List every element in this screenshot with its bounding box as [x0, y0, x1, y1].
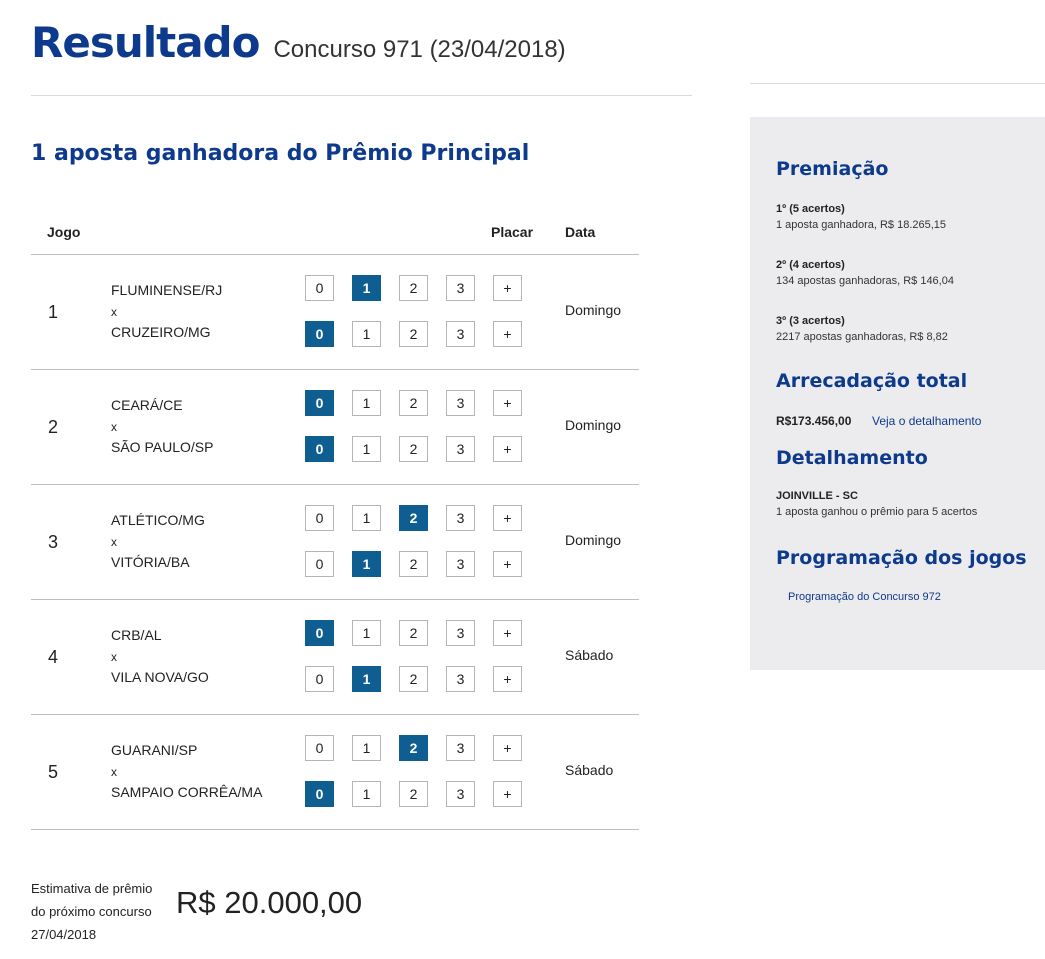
home-team: CRB/AL	[111, 627, 162, 643]
home-score-option[interactable]: 0	[305, 505, 334, 531]
prize-tier-2-label: 2º (4 acertos)	[776, 259, 845, 271]
winners-heading: 1 aposta ganhadora do Prêmio Principal	[31, 141, 530, 166]
home-score-option[interactable]: +	[493, 505, 522, 531]
header-divider	[31, 95, 692, 96]
away-score-options	[305, 666, 540, 692]
prize-tier-1-label: 1º (5 acertos)	[776, 203, 845, 215]
away-team: VITÓRIA/BA	[111, 554, 190, 570]
prize-tier-3-detail: 2217 apostas ganhadoras, R$ 8,82	[776, 331, 948, 343]
away-score-option[interactable]: 2	[399, 321, 428, 347]
versus-label: x	[111, 650, 117, 664]
game-number: 1	[48, 302, 59, 322]
contest-subtitle: Concurso 971 (23/04/2018)	[273, 36, 566, 63]
away-team: CRUZEIRO/MG	[111, 324, 211, 340]
home-score-options	[305, 505, 540, 531]
away-score-option[interactable]: 3	[446, 321, 475, 347]
game-day: Domingo	[565, 532, 622, 548]
detalhamento-city: JOINVILLE - SC	[776, 490, 858, 502]
programacao-link[interactable]: Programação do Concurso 972	[788, 591, 941, 603]
home-team: ATLÉTICO/MG	[111, 512, 205, 528]
home-score-option[interactable]: 3	[446, 505, 475, 531]
game-number: 5	[48, 762, 59, 782]
away-score-option-selected[interactable]: 1	[352, 666, 381, 692]
home-score-option-selected[interactable]: 0	[305, 390, 334, 416]
away-team: SÃO PAULO/SP	[111, 439, 214, 455]
game-row	[31, 255, 639, 370]
home-score-option[interactable]: 1	[352, 735, 381, 761]
page-title: Resultado	[31, 18, 260, 67]
game-number: 4	[48, 647, 59, 667]
home-score-option[interactable]: +	[493, 620, 522, 646]
home-score-option[interactable]: 2	[399, 390, 428, 416]
game-number: 2	[48, 417, 59, 437]
away-score-option[interactable]: 3	[446, 781, 475, 807]
column-header-jogo: Jogo	[47, 224, 81, 240]
away-score-option-selected[interactable]: 0	[305, 436, 334, 462]
home-team: FLUMINENSE/RJ	[111, 282, 223, 298]
game-row	[31, 485, 639, 600]
game-day: Sábado	[565, 762, 614, 778]
away-score-option[interactable]: 2	[399, 781, 428, 807]
game-row	[31, 715, 639, 830]
away-score-options	[305, 781, 540, 807]
home-score-option[interactable]: +	[493, 735, 522, 761]
away-score-option-selected[interactable]: 0	[305, 781, 334, 807]
away-score-option[interactable]: +	[493, 436, 522, 462]
prize-tier-2	[776, 257, 954, 289]
home-score-option[interactable]: 0	[305, 735, 334, 761]
estimate-date: 27/04/2018	[31, 927, 97, 942]
away-score-option[interactable]: +	[493, 666, 522, 692]
away-score-option[interactable]: 2	[399, 551, 428, 577]
away-team: SAMPAIO CORRÊA/MA	[111, 784, 263, 800]
away-score-option[interactable]: 1	[352, 321, 381, 347]
table-body	[31, 255, 639, 830]
estimate-value: R$ 20.000,00	[176, 885, 363, 920]
away-score-option[interactable]: +	[493, 781, 522, 807]
home-score-option[interactable]: 3	[446, 390, 475, 416]
away-score-option[interactable]: 0	[305, 551, 334, 577]
game-day: Sábado	[565, 647, 614, 663]
home-score-option[interactable]: +	[493, 390, 522, 416]
detalhamento-heading: Detalhamento	[776, 447, 928, 469]
home-score-option-selected[interactable]: 1	[352, 275, 381, 301]
game-day: Domingo	[565, 302, 622, 318]
versus-label: x	[111, 420, 117, 434]
game-day: Domingo	[565, 417, 622, 433]
away-score-option[interactable]: 2	[399, 436, 428, 462]
home-team: CEARÁ/CE	[111, 397, 183, 413]
programacao-heading: Programação dos jogos	[776, 547, 1027, 569]
column-header-data: Data	[565, 224, 596, 240]
arrecadacao-value: R$173.456,00	[776, 414, 852, 428]
sidebar-divider	[750, 83, 1045, 84]
column-header-placar: Placar	[491, 224, 534, 240]
away-score-option[interactable]: 1	[352, 436, 381, 462]
table-header	[31, 210, 639, 255]
estimate-label-line2: do próximo concurso	[31, 904, 152, 919]
home-score-option-selected[interactable]: 2	[399, 735, 428, 761]
game-row	[31, 370, 639, 485]
away-score-option[interactable]: 3	[446, 666, 475, 692]
sidebar	[750, 117, 1045, 670]
home-score-option[interactable]: 1	[352, 390, 381, 416]
away-score-option[interactable]: +	[493, 321, 522, 347]
arrecadacao-heading: Arrecadação total	[776, 370, 968, 392]
away-score-option[interactable]: 2	[399, 666, 428, 692]
home-score-option-selected[interactable]: 0	[305, 620, 334, 646]
prize-tier-3	[776, 313, 948, 345]
away-score-options	[305, 321, 540, 347]
next-prize-estimate	[31, 877, 152, 946]
detalhamento-text: 1 aposta ganhou o prêmio para 5 acertos	[776, 506, 978, 518]
away-score-option[interactable]: 3	[446, 551, 475, 577]
home-score-option[interactable]: 1	[352, 505, 381, 531]
prize-tier-1	[776, 201, 946, 233]
home-team: GUARANI/SP	[111, 742, 198, 758]
results-table	[31, 210, 639, 830]
home-score-option[interactable]: 2	[399, 275, 428, 301]
away-score-option[interactable]: 0	[305, 666, 334, 692]
prize-tier-3-label: 3º (3 acertos)	[776, 315, 845, 327]
estimate-label-line1: Estimativa de prêmio	[31, 881, 153, 896]
away-team: VILA NOVA/GO	[111, 669, 209, 685]
premiacao-heading: Premiação	[776, 158, 889, 180]
versus-label: x	[111, 305, 117, 319]
home-score-option[interactable]: +	[493, 275, 522, 301]
home-score-option[interactable]: 0	[305, 275, 334, 301]
away-score-options	[305, 436, 540, 462]
away-score-option[interactable]: 1	[352, 781, 381, 807]
prize-tier-1-detail: 1 aposta ganhadora, R$ 18.265,15	[776, 219, 947, 231]
away-score-option-selected[interactable]: 0	[305, 321, 334, 347]
home-score-options	[305, 390, 540, 416]
versus-label: x	[111, 535, 117, 549]
versus-label: x	[111, 765, 117, 779]
game-row	[31, 600, 639, 715]
home-score-option[interactable]: 1	[352, 620, 381, 646]
home-score-options	[305, 275, 540, 301]
home-score-option[interactable]: 3	[446, 275, 475, 301]
page-header	[31, 18, 566, 67]
prize-tier-2-detail: 134 apostas ganhadoras, R$ 146,04	[776, 275, 954, 287]
home-score-option[interactable]: 3	[446, 735, 475, 761]
away-score-options	[305, 551, 540, 577]
home-score-option-selected[interactable]: 2	[399, 505, 428, 531]
home-score-option[interactable]: 3	[446, 620, 475, 646]
away-score-option[interactable]: 3	[446, 436, 475, 462]
detalhamento-entry	[776, 488, 977, 520]
detalhamento-link[interactable]: Veja o detalhamento	[872, 414, 982, 428]
away-score-option[interactable]: +	[493, 551, 522, 577]
home-score-options	[305, 735, 540, 761]
home-score-options	[305, 620, 540, 646]
away-score-option-selected[interactable]: 1	[352, 551, 381, 577]
game-number: 3	[48, 532, 59, 552]
home-score-option[interactable]: 2	[399, 620, 428, 646]
